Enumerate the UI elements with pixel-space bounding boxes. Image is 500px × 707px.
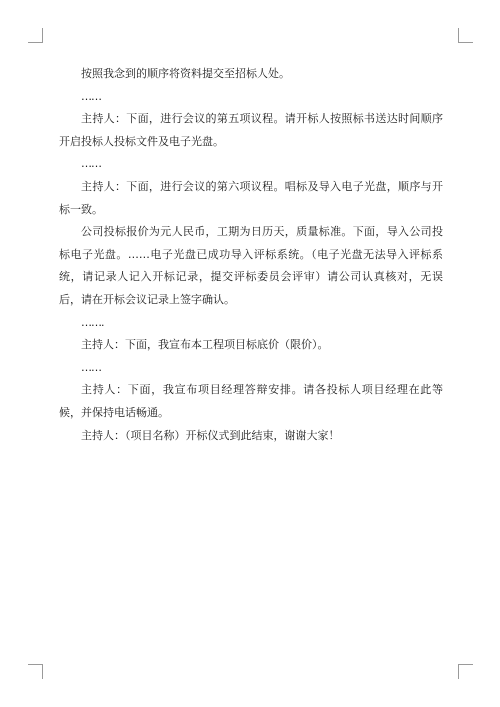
paragraph-bid-price-import: 公司投标报价为元人民币，工期为日历天，质量标准。下面，导入公司投标电子光盘。……电子光盘已成功导入评标系统。（电子光盘无法导入评标系统，请记录人记入开标记录，提交评标委员会评审）请公司认真核对，无误后，请在开标会议记录上签字确认。	[59, 225, 443, 306]
paragraph-manager-defense: 主持人：下面，我宣布项目经理答辩安排。请各投标人项目经理在此等候，并保持电话畅通。	[59, 383, 443, 419]
crop-mark-top-left	[28, 28, 43, 43]
crop-mark-bottom-left	[28, 664, 43, 679]
ellipsis-line: ……	[81, 89, 101, 103]
crop-mark-bottom-right	[458, 664, 473, 679]
ellipsis-line: …….	[81, 315, 104, 329]
paragraph-agenda-item-five: 主持人：下面，进行会议的第五项议程。请开标人按照标书送达时间顺序开启投标人投标文件及电子光盘。	[59, 112, 443, 148]
ellipsis-line: ……	[81, 360, 101, 374]
paragraph-submit-materials: 按照我念到的顺序将资料提交至招标人处。	[81, 67, 290, 80]
paragraph-closing: 主持人：（项目名称）开标仪式到此结束，谢谢大家！	[81, 428, 340, 442]
document-body	[59, 63, 443, 447]
paragraph-agenda-item-six: 主持人：下面，进行会议的第六项议程。唱标及导入电子光盘，顺序与开标一致。	[59, 179, 443, 216]
ellipsis-line: ……	[81, 157, 101, 171]
crop-mark-top-right	[458, 28, 473, 43]
paragraph-base-price: 主持人：下面，我宣布本工程项目标底价（限价）。	[81, 338, 329, 352]
